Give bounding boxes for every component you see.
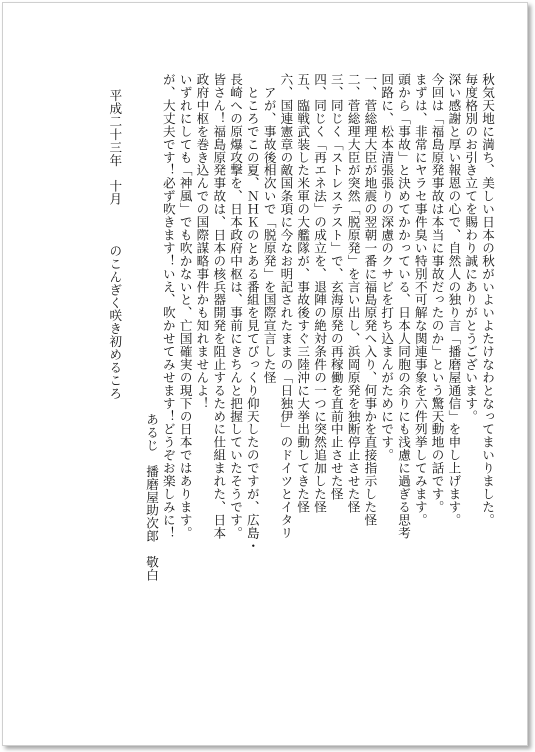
letter-line: いずれにしても「神風」でも吹かないと、亡国確実の現下の日本ではあります。	[177, 73, 193, 540]
letter-line: 長崎への原爆攻撃を、日本政府中枢は、事前にきちんと把握していたそうです。	[228, 73, 244, 540]
letter-line: 回路に、松本清張張りの深慮のクサビを打ち込まんがためにです。	[379, 73, 395, 462]
letter-line: 皆さん！福島原発事故は、日本の核兵器開発を阻止するために仕組まれた、日本	[211, 73, 227, 540]
letter-line: が、大丈夫です！必ず吹きます！いえ、吹かせてみせます！どうぞお楽しみに！	[160, 73, 176, 540]
letter-line: 秋気天地に満ち、美しい日本の秋がいよいよたけなわとなってまいりました。	[480, 73, 495, 527]
letter-line: 四、同じく「再エネ法」の成立を、退陣の絶対条件の一つに突然追加した怪	[312, 73, 328, 514]
letter-line: 頭から「事故」と決めてかかっている、日本人同胞の余りにも浅慮に過ぎる思考	[396, 73, 412, 540]
signature: あるじ 播磨屋助次郎 敬白	[144, 413, 160, 582]
letter-line: 二、菅総理大臣が突然「脱原発」を言い出し、浜岡原発を独断停止させた怪	[345, 73, 361, 514]
letter-line: 一、菅総理大臣が地震の翌朝一番に福島原発へ入り、何事かを直接指示した怪	[362, 73, 378, 527]
letter-line: 三、同じく「ストレステスト」で、玄海原発の再稼働を直前中止させた怪	[328, 73, 344, 501]
letter-line: アが、事故後相次いで「脱原発」を国際宣言した怪	[261, 73, 277, 384]
letter-paper	[2, 2, 528, 746]
letter-line: 六、国連憲章の敵国条項に今なお明記されたままの「日独伊」のドイツとイタリ	[278, 73, 294, 540]
letter-body	[41, 73, 495, 663]
letter-line: 政府中枢を巻き込んでの国際謀略事件かも知れませんよ！	[194, 73, 210, 410]
letter-line: ところでこの夏、ＮＨＫのとある番組を見てびっくり仰天したのですが、広島・	[244, 73, 260, 553]
letter-date: 平成二十三年 十月 のこんぎく咲き初めるころ	[107, 89, 123, 400]
letter-line: 五、臨戦武装した米軍の大艦隊が、事故後すぐ三陸沖に大挙出動してきた怪	[295, 73, 311, 514]
letter-line: まずは、非常にヤラセ事件臭い特別不可解な関連事象を六件列挙してみます。	[412, 73, 428, 527]
letter-line: 毎度格別のお引き立てを賜わり誠にありがとうございます。	[463, 73, 479, 423]
letter-line: 深い感謝と厚い報恩の心で、自然人の独り言「播磨屋通信」を申し上げます。	[446, 73, 462, 527]
letter-line: 今回は「福島原発事故は本当に事故だったのか」という驚天動地の話です。	[429, 73, 445, 514]
